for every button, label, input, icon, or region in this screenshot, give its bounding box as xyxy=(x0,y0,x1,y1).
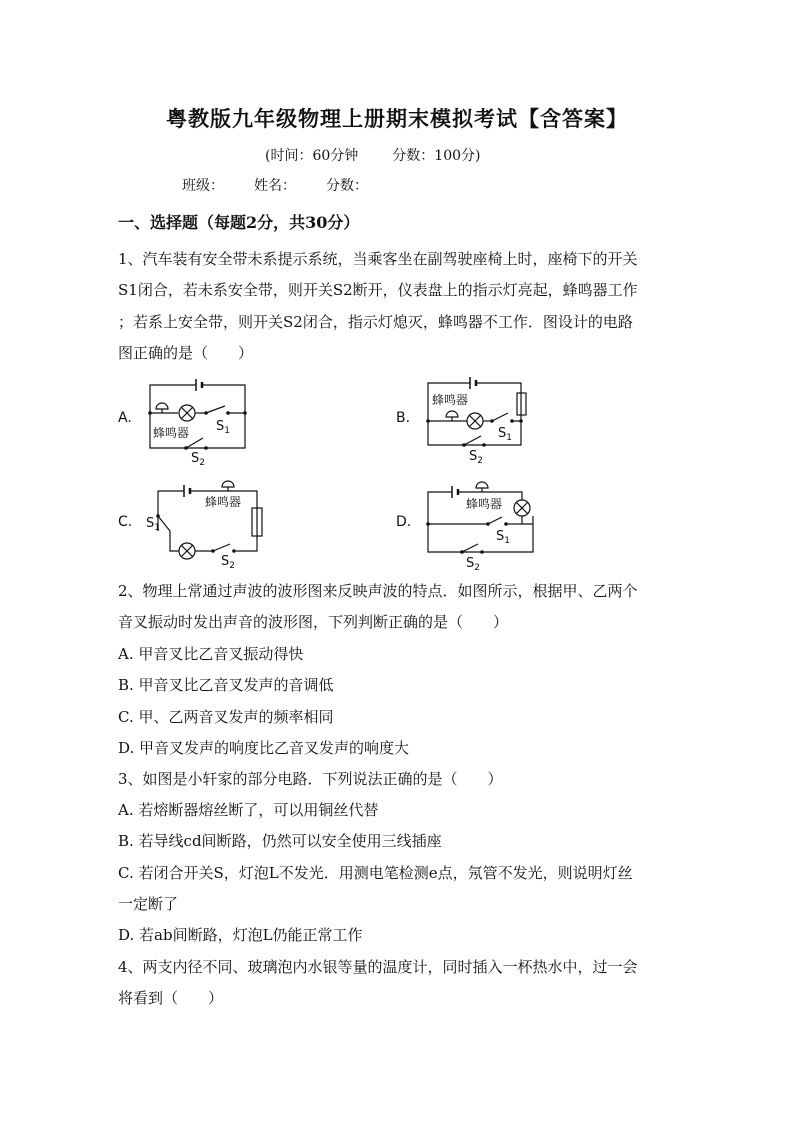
section-heading: 一、选择题（每题2分，共30分） xyxy=(118,213,360,232)
q3-option: 一定断了 xyxy=(118,895,179,913)
s2-label: $S_2$ xyxy=(191,451,205,468)
switch-s2-icon xyxy=(462,544,478,552)
switch-s1-icon xyxy=(488,517,502,524)
q2-option: A. 甲音叉比乙音叉振动得快 xyxy=(118,645,304,663)
buzzer-label: 蜂鸣器 xyxy=(466,497,503,511)
buzzer-label: 蜂鸣器 xyxy=(432,393,469,407)
q2-option: B. 甲音叉比乙音叉发声的音调低 xyxy=(118,676,334,694)
s1-label: $S_1$ xyxy=(498,426,512,443)
switch-s2-icon xyxy=(213,544,230,551)
circuit-d-diagram xyxy=(418,476,543,571)
page-title: 粤教版九年级物理上册期末模拟考试【含答案】 xyxy=(166,106,628,131)
buzzer-icon xyxy=(222,481,234,491)
exam-meta xyxy=(265,145,480,165)
q3-option: D. 若ab间断路，灯泡L仍能正常工作 xyxy=(118,926,363,944)
q2-option: C. 甲、乙两音叉发声的频率相同 xyxy=(118,708,334,726)
q2-line: 2、物理上常通过声波的波形图来反映声波的特点．如图所示，根据甲、乙两个 xyxy=(118,582,638,600)
q4-line: 4、两支内径不同、玻璃泡内水银等量的温度计，同时插入一杯热水中，过一会 xyxy=(118,958,638,976)
option-a-label: A. xyxy=(118,410,132,426)
option-c-label: C. xyxy=(118,514,133,530)
buzzer-icon xyxy=(156,403,168,413)
option-d-label: D. xyxy=(396,514,412,530)
q3-option: B. 若导线cd间断路，仍然可以安全使用三线插座 xyxy=(118,832,442,850)
switch-s2-icon xyxy=(464,436,481,445)
q1-line: 图正确的是（ ） xyxy=(118,344,254,362)
student-info xyxy=(182,175,398,195)
s1-label: $S_1$ xyxy=(146,516,160,533)
q4-line: 将看到（ ） xyxy=(118,989,224,1007)
s1-label: $S_1$ xyxy=(216,419,230,436)
exam-time: (时间：60分钟 xyxy=(265,148,359,164)
circuit-b-diagram xyxy=(418,375,533,465)
class-label: 班级： xyxy=(182,178,224,194)
q1-line: S1闭合，若未系安全带，则开关S2断开，仪表盘上的指示灯亮起，蜂鸣器工作 xyxy=(118,281,638,299)
name-label: 姓名： xyxy=(254,178,296,194)
buzzer-label: 蜂鸣器 xyxy=(153,426,190,440)
q3-option: C. 若闭合开关S，灯泡L不发光．用测电笔检测e点，氖管不发光，则说明灯丝 xyxy=(118,864,633,882)
circuit-c-diagram xyxy=(140,476,265,571)
option-b-label: B. xyxy=(396,410,411,426)
buzzer-label: 蜂鸣器 xyxy=(205,495,242,509)
circuit-wire xyxy=(158,491,184,531)
q2-option: D. 甲音叉发声的响度比乙音叉发声的响度大 xyxy=(118,739,410,757)
q3-option: A. 若熔断器熔丝断了，可以用铜丝代替 xyxy=(118,801,379,819)
switch-s1-icon xyxy=(206,406,225,413)
switch-s1-icon xyxy=(492,413,508,421)
s2-label: $S_2$ xyxy=(221,554,235,571)
exam-score: 分数：100分) xyxy=(392,148,481,164)
q2-line: 音叉振动时发出声音的波形图，下列判断正确的是（ ） xyxy=(118,613,509,631)
mark-label: 分数： xyxy=(326,178,368,194)
s1-label: $S_1$ xyxy=(496,529,510,546)
q1-line: ；若系上安全带，则开关S2闭合，指示灯熄灭，蜂鸣器不工作．图设计的电路 xyxy=(118,313,633,331)
q3-line: 3、如图是小轩家的部分电路．下列说法正确的是（ ） xyxy=(118,770,503,788)
s2-label: $S_2$ xyxy=(466,556,480,573)
s2-label: $S_2$ xyxy=(469,449,483,466)
buzzer-icon xyxy=(476,482,488,492)
buzzer-icon xyxy=(446,411,458,421)
circuit-a-diagram xyxy=(140,375,255,468)
q1-line: 1、汽车装有安全带未系提示系统，当乘客坐在副驾驶座椅上时，座椅下的开关 xyxy=(118,250,638,268)
